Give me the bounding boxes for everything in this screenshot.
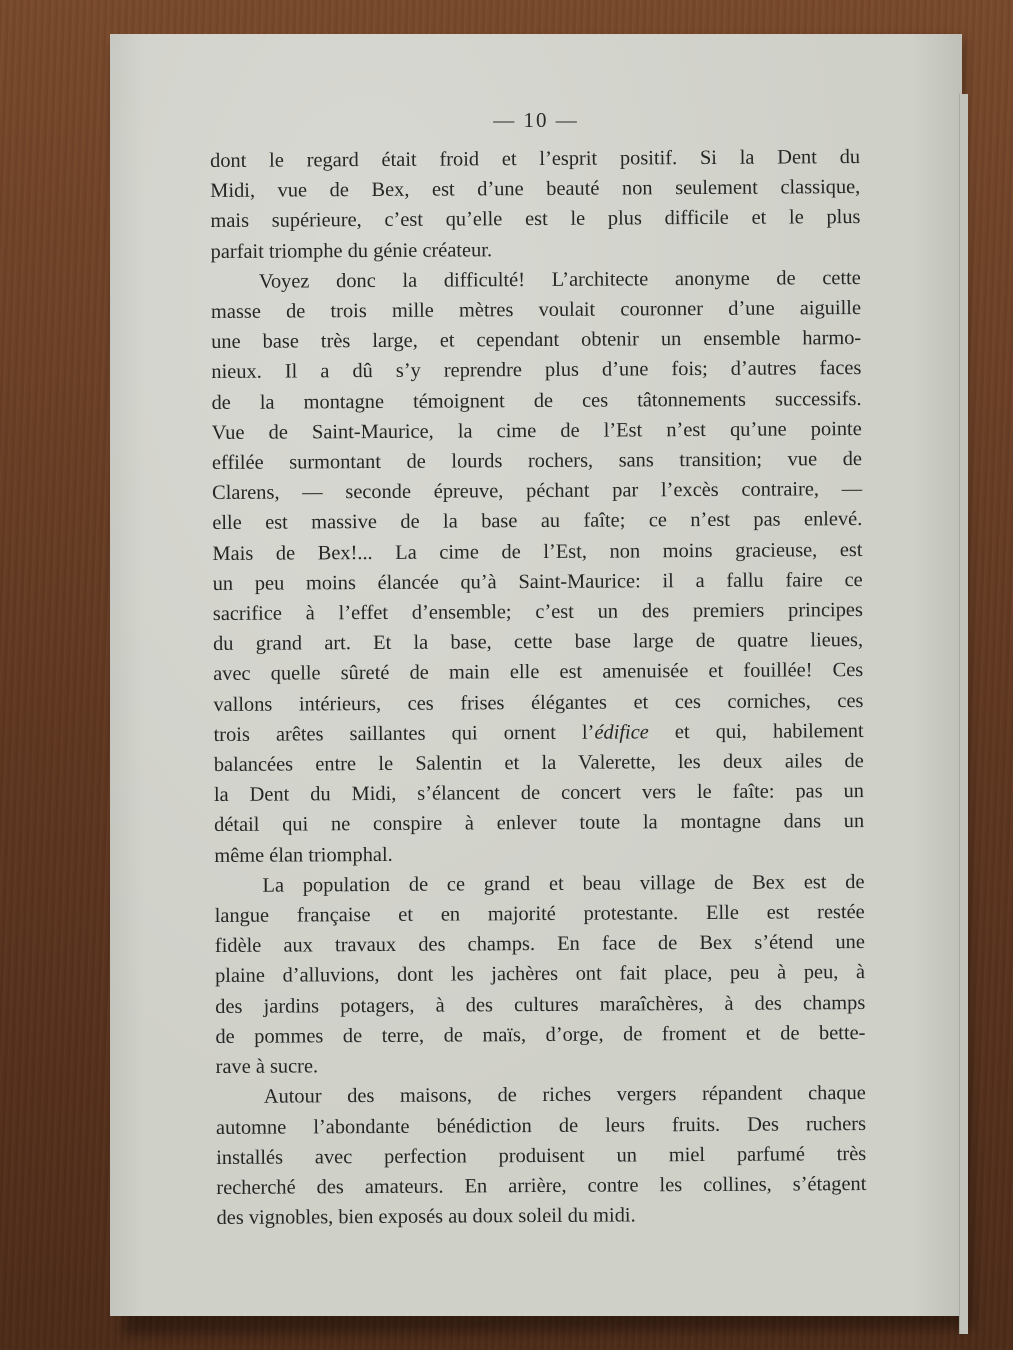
text-line: La population de ce grand et beau village de Bex est de [262, 870, 865, 897]
text-line: sacrifice à l’effet d’ensemble; c’est un des premiers principes [212, 599, 863, 626]
text-line: effilée surmontant de lourds rochers, sans transition; vue de [211, 448, 862, 475]
text-line: de pommes de terre, de maïs, d’orge, de froment et de bette- [215, 1021, 866, 1048]
text-line: une base très large, et cependant obtenir un ensemble harmo- [211, 327, 862, 354]
text-line: Clarens, — seconde épreuve, péchant par l’excès contraire, — [212, 478, 863, 505]
text-line: Mais de Bex!... La cime de l’Est, non moins gracieuse, est [212, 538, 863, 565]
text-line: langue française et en majorité protestante. Elle est restée [214, 901, 865, 928]
paragraph-3 [214, 867, 865, 1082]
paragraph-1 [210, 142, 861, 267]
paragraph-2 [211, 263, 865, 871]
text-line: des vignobles, bien exposés au doux soleil du midi. [216, 1204, 636, 1230]
italic-word: édifice [594, 721, 649, 744]
text-line: même élan triomphal. [214, 843, 393, 867]
paragraph-4 [216, 1078, 867, 1233]
page-number: — 10 — [493, 108, 579, 132]
text-line-with-italic [214, 716, 864, 750]
text-line: vallons intérieurs, ces frises élégantes et ces corniches, ces [213, 689, 864, 716]
text-line: fidèle aux travaux des champs. En face de Bex s’étend une [214, 931, 865, 958]
text-line: recherché des amateurs. En arrière, contre les collines, s’étagent [216, 1172, 867, 1199]
text-line: Autour des maisons, de riches vergers répandent chaque [263, 1082, 866, 1108]
text-line: masse de trois mille mètres voulait couronner d’une aiguille [210, 297, 862, 324]
text-line: Vue de Saint-Maurice, la cime de l’Est n’est qu’une pointe [211, 417, 862, 444]
text-line: rave à sucre. [215, 1055, 319, 1079]
text-line: un peu moins élancée qu’à Saint-Maurice: il a fallu faire ce [212, 568, 863, 595]
text-line: elle est massive de la base au faîte; ce n’est pas enlevé. [212, 508, 863, 535]
body-text [210, 142, 867, 1233]
text-line: nieux. Il a dû s’y reprendre plus d’une fois; d’autres faces [211, 357, 862, 384]
text-fragment: et qui, habilement [648, 719, 864, 744]
text-line: avec quelle sûreté de main elle est amenuisée et fouillée! Ces [213, 659, 864, 686]
text-line: plaine d’alluvions, dont les jachères ont fait place, peu à peu, à [215, 961, 866, 988]
text-line: automne l’abondante bénédiction de leurs fruits. Des ruchers [215, 1112, 867, 1139]
text-line: balancées entre le Salentin et la Valerette, les deux ailes de [213, 750, 864, 777]
text-line: parfait triomphe du génie créateur. [210, 238, 493, 263]
book-page [110, 34, 962, 1316]
text-line: Voyez donc la difficulté! L’architecte anonyme de cette [258, 266, 861, 293]
text-line: des jardins potagers, à des cultures maraîchères, à des champs [215, 991, 866, 1018]
text-line: mais supérieure, c’est qu’elle est le plus difficile et le plus [210, 206, 861, 233]
text-line: la Dent du Midi, s’élancent de concert vers le faîte: pas un [213, 780, 865, 807]
page-edge [959, 94, 968, 1334]
text-line: Midi, vue de Bex, est d’une beauté non seulement classique, [210, 176, 861, 203]
text-line: dont le regard était froid et l’esprit positif. Si la Dent du [210, 146, 861, 172]
text-fragment: trois arêtes saillantes qui ornent l’ [213, 721, 595, 746]
text-line: du grand art. Et la base, cette base large de quatre lieues, [212, 629, 864, 656]
text-line: de la montagne témoignent de ces tâtonnements successifs. [211, 387, 862, 414]
text-line: détail qui ne conspire à enlever toute la montagne dans un [214, 810, 865, 837]
text-line: installés avec perfection produisent un miel parfumé très [216, 1142, 867, 1169]
